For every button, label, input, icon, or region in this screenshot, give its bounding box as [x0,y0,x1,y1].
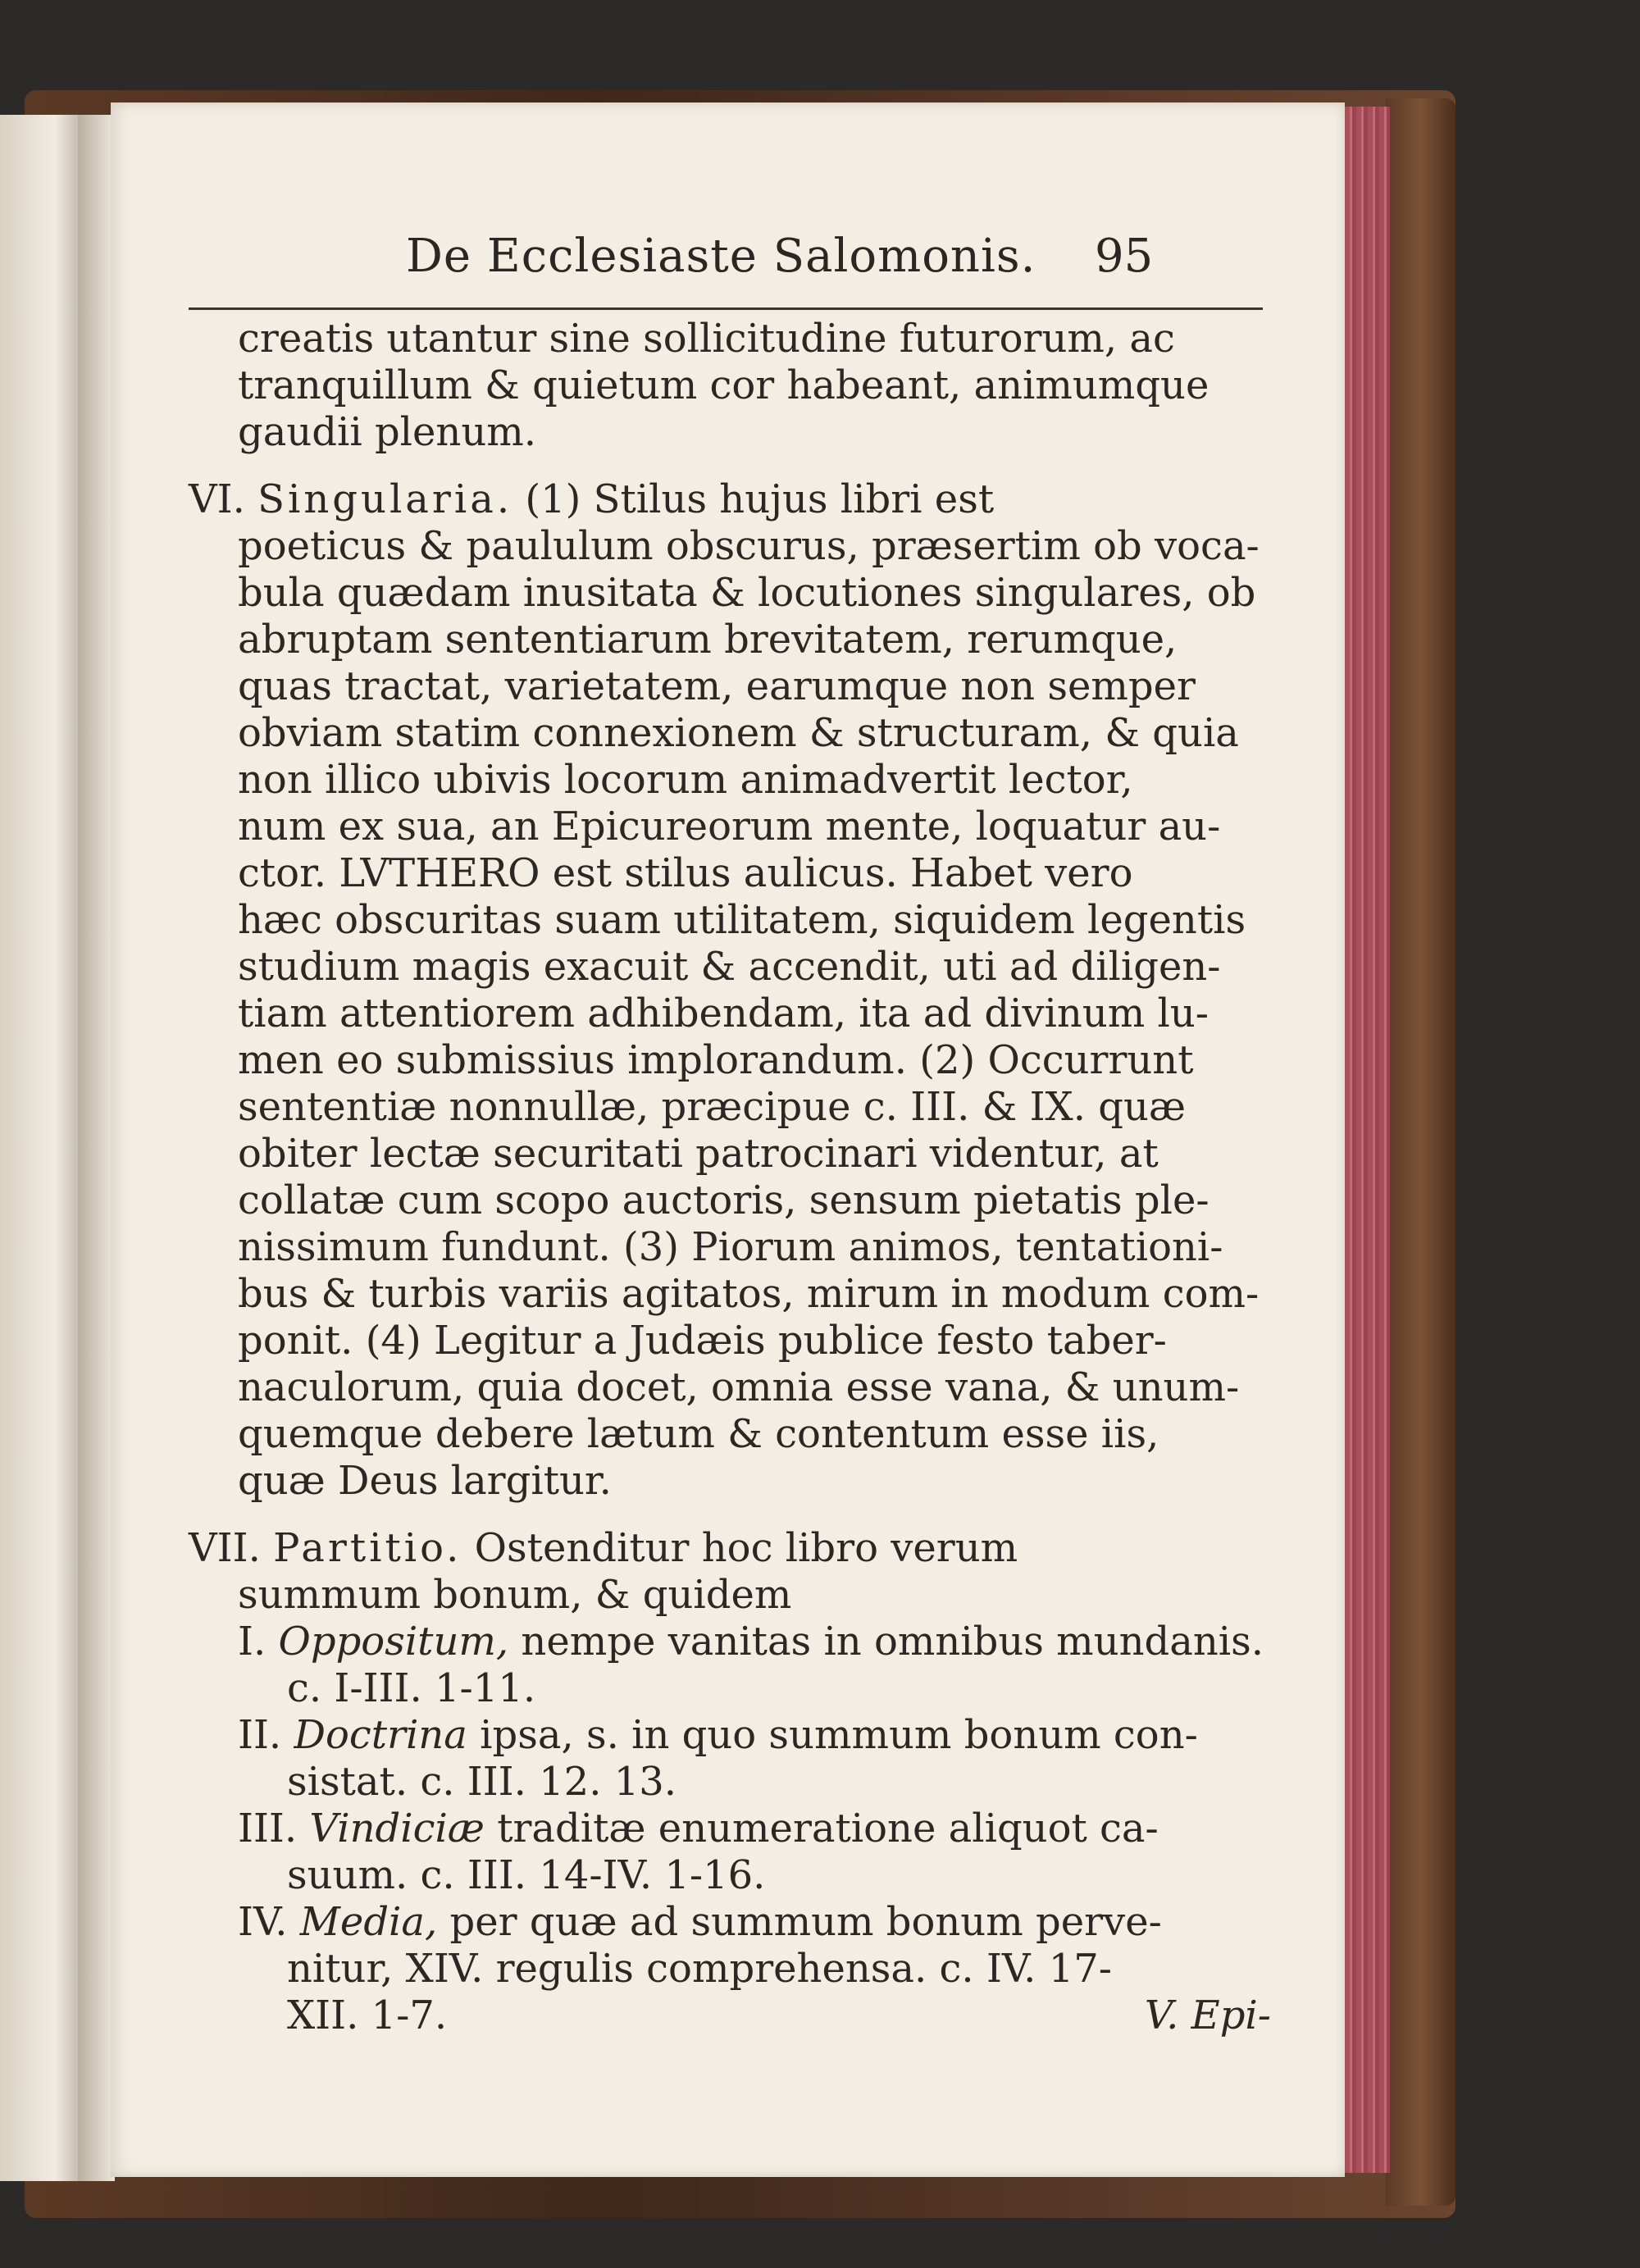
text-line: num ex sua, an Epicureorum mente, loquatur au- [238,804,1221,849]
header-rule [189,307,1263,310]
text-line: quæ Deus largitur. [238,1458,612,1504]
section-heading-vii [189,1525,1271,1572]
text-line: tranquillum & quietum cor habeant, animumque [238,362,1210,408]
text-line: quemque debere lætum & contentum esse iis, [238,1411,1159,1457]
section-numeral: VI. [189,476,245,522]
text-line: naculorum, quia docet, omnia esse vana, & unum- [238,1364,1240,1410]
text-line: obiter lectæ securitati patrocinari videntur, at [238,1131,1159,1177]
list-continuation: nitur, XIV. regulis comprehensa. c. IV. 17- [287,1946,1112,1992]
list-term: Vindiciæ [309,1806,485,1851]
facing-page-edge [0,115,80,2181]
page-edges [1345,107,1390,2173]
list-number: II. [238,1712,282,1758]
text-line: ctor. LVTHERO est stilus aulicus. Habet vero [238,850,1133,896]
list-number: I. [238,1619,266,1665]
text-line: nissimum fundunt. (3) Piorum animos, tentationi- [238,1224,1223,1270]
list-continuation: suum. c. III. 14-IV. 1-16. [287,1852,766,1898]
text-line: poeticus & paululum obscurus, præsertim ob voca- [238,523,1260,569]
list-text: ipsa, s. in quo summum bonum con- [480,1712,1198,1758]
gutter [78,115,115,2181]
text-line: obviam statim connexionem & structuram, & quia [238,710,1239,756]
running-title: De Ecclesiaste Salomonis. [406,230,1036,283]
list-number: IV. [238,1899,288,1945]
text-line: quas tractat, varietatem, earumque non semper [238,663,1196,709]
catchword: V. Epi- [1144,1992,1271,2038]
list-continuation: c. I-III. 1-11. [287,1665,536,1711]
list-term: Oppositum, [278,1619,509,1665]
text-line: bus & turbis variis agitatos, mirum in modum com- [238,1271,1260,1317]
text-line: collatæ cum scopo auctoris, sensum pietatis ple- [238,1177,1210,1223]
list-text: nempe vanitas in omnibus mundanis. [521,1619,1264,1665]
section-title: Singularia. [257,476,513,522]
book-page [111,102,1345,2177]
section-heading-vi [189,476,1271,523]
body-text [189,316,1271,2039]
list-term: Doctrina [294,1712,467,1758]
text-line: creatis utantur sine sollicitudine futurorum, ac [238,316,1175,362]
list-continuation: sistat. c. III. 12. 13. [287,1759,677,1805]
list-term: Media, [299,1899,438,1945]
text-line: studium magis exacuit & accendit, uti ad diligen- [238,944,1221,990]
page-number: 95 [1095,230,1154,283]
text-line: hæc obscuritas suam utilitatem, siquidem legentis [238,897,1246,943]
list-text: traditæ enumeratione aliquot ca- [497,1806,1159,1851]
text-line: bula quædam inusitata & locutiones singulares, ob [238,570,1256,616]
text-line: gaudii plenum. [238,409,537,455]
list-number: III. [238,1806,298,1851]
text-line: abruptam sententiarum brevitatem, rerumque, [238,617,1178,663]
book-spine [1386,98,1456,2206]
text-line: non illico ubivis locorum animadvertit lector, [238,757,1133,803]
list-item [189,1712,1271,1759]
text-line: tiam attentiorem adhibendam, ita ad divinum lu- [238,991,1209,1036]
text-line: summum bonum, & quidem [238,1572,792,1618]
list-item [189,1899,1271,1946]
list-continuation [189,1992,1271,2039]
text-line: men eo submissius implorandum. (2) Occurrunt [238,1037,1194,1083]
list-continuation-text: XII. 1-7. [287,1992,448,2038]
list-text: per quæ ad summum bonum perve- [449,1899,1162,1945]
list-item [189,1619,1271,1665]
section-numeral: VII. [189,1525,261,1571]
text-line: Ostenditur hoc libro verum [474,1525,1018,1571]
text-line: (1) Stilus hujus libri est [525,476,995,522]
running-head [111,230,1345,295]
section-title: Partitio. [273,1525,462,1571]
text-line: ponit. (4) Legitur a Judæis publice festo taber- [238,1318,1167,1364]
list-item [189,1806,1271,1852]
text-line: sententiæ nonnullæ, præcipue c. III. & IX. quæ [238,1084,1186,1130]
